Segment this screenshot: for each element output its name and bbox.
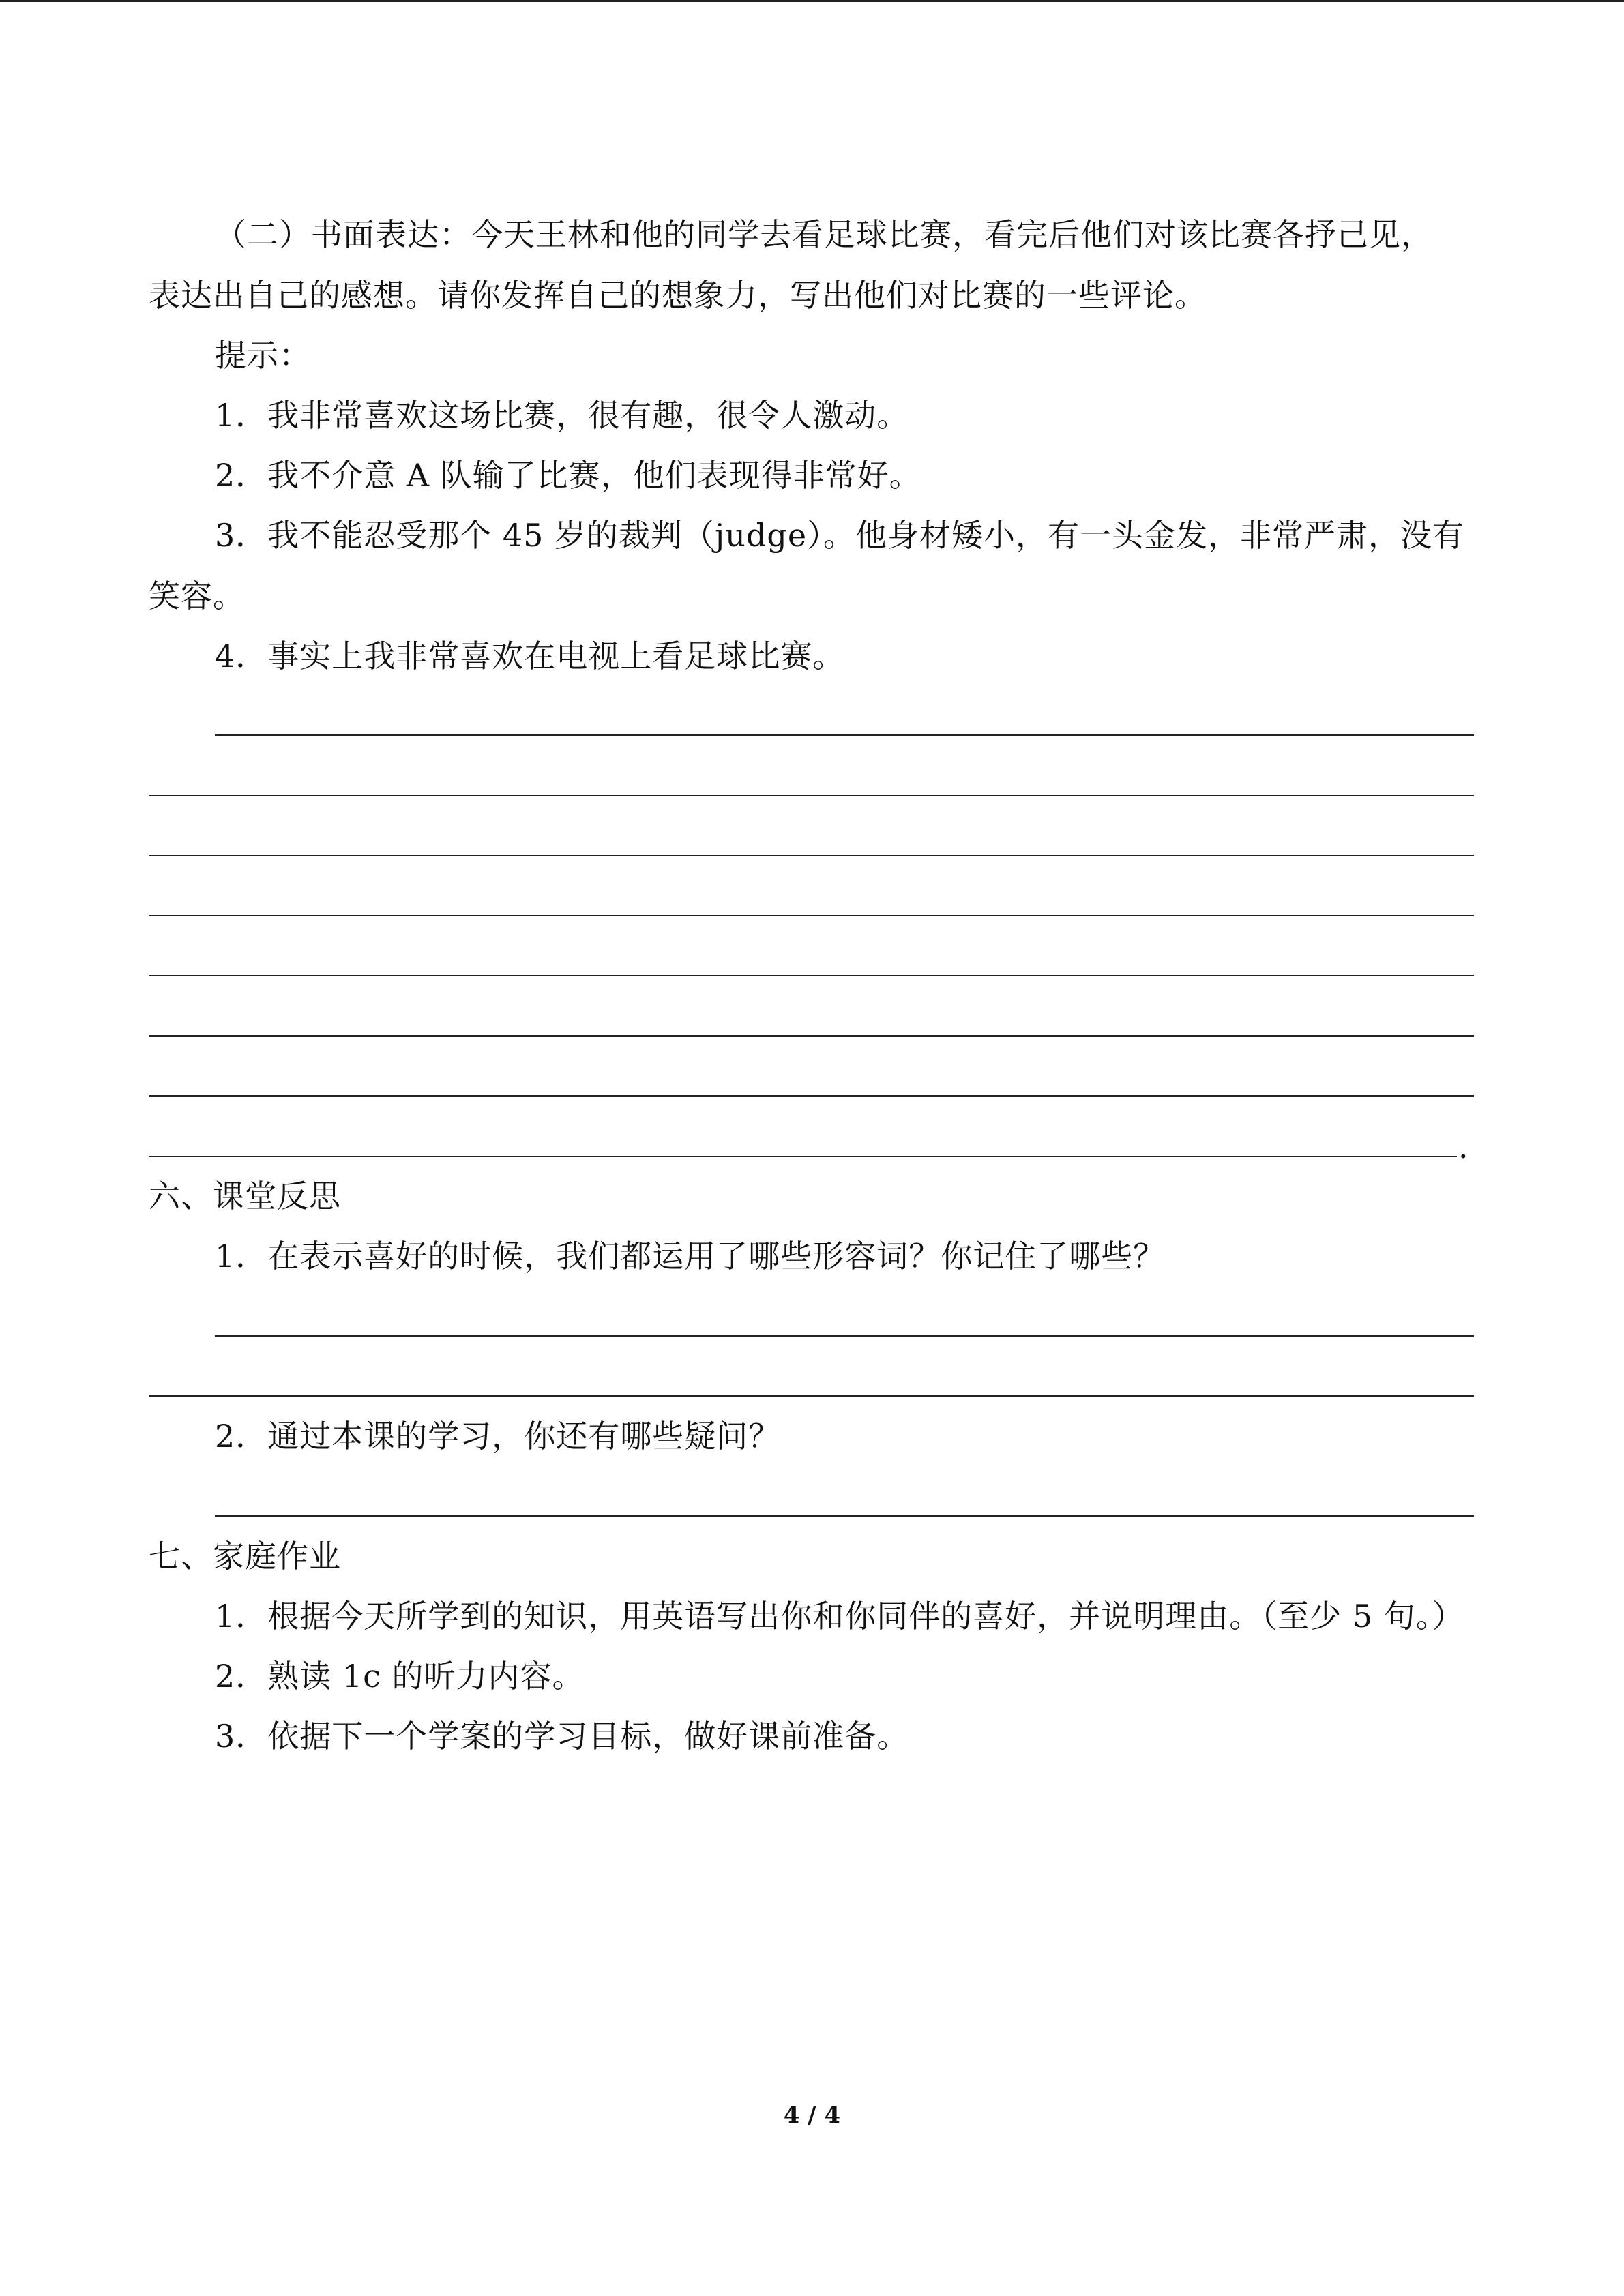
hint-item-3-line-1: 3．我不能忍受那个 45 岁的裁判（judge）。他身材矮小，有一头金发，非常严肃，没有	[215, 517, 1465, 554]
homework-item-1: 1．根据今天所学到的知识，用英语写出你和你同伴的喜好，并说明理由。（至少 5 句。）	[215, 1598, 1464, 1635]
reflection-heading: 六、课堂反思	[149, 1178, 341, 1214]
reflection-answer-line[interactable]	[215, 1335, 1474, 1337]
writing-end-period: .	[1458, 1129, 1468, 1165]
writing-answer-line[interactable]	[149, 1156, 1457, 1157]
page-number: 4 / 4	[783, 2102, 841, 2129]
reflection-answer-line[interactable]	[215, 1515, 1474, 1517]
hint-item-3-line-2: 笑容。	[149, 578, 245, 614]
writing-answer-line[interactable]	[149, 855, 1474, 856]
homework-item-2: 2．熟读 1c 的听力内容。	[215, 1658, 585, 1695]
reflection-question-1: 1．在表示喜好的时候，我们都运用了哪些形容词？你记住了哪些？	[215, 1238, 1166, 1274]
writing-answer-line[interactable]	[149, 975, 1474, 976]
reflection-question-2: 2．通过本课的学习，你还有哪些疑问？	[215, 1418, 781, 1455]
hint-item-2: 2．我不介意 A 队输了比赛，他们表现得非常好。	[215, 457, 921, 494]
reflection-answer-line[interactable]	[149, 1395, 1474, 1397]
writing-answer-line[interactable]	[149, 915, 1474, 916]
homework-heading: 七、家庭作业	[149, 1538, 341, 1575]
writing-answer-line[interactable]	[215, 734, 1474, 736]
homework-item-3: 3．依据下一个学案的学习目标，做好课前准备。	[215, 1718, 909, 1755]
hint-label: 提示：	[215, 337, 311, 374]
writing-answer-line[interactable]	[149, 1095, 1474, 1097]
hint-item-4: 4．事实上我非常喜欢在电视上看足球比赛。	[215, 638, 845, 674]
writing-intro-line-2: 表达出自己的感想。请你发挥自己的想象力，写出他们对比赛的一些评论。	[149, 277, 1207, 314]
page-top-border	[0, 0, 1624, 2]
writing-answer-line[interactable]	[149, 795, 1474, 796]
hint-item-1: 1．我非常喜欢这场比赛，很有趣，很令人激动。	[215, 397, 909, 434]
writing-answer-line[interactable]	[149, 1035, 1474, 1037]
writing-intro-line-1: （二）书面表达：今天王林和他的同学去看足球比赛，看完后他们对该比赛各抒己见，	[215, 216, 1433, 253]
